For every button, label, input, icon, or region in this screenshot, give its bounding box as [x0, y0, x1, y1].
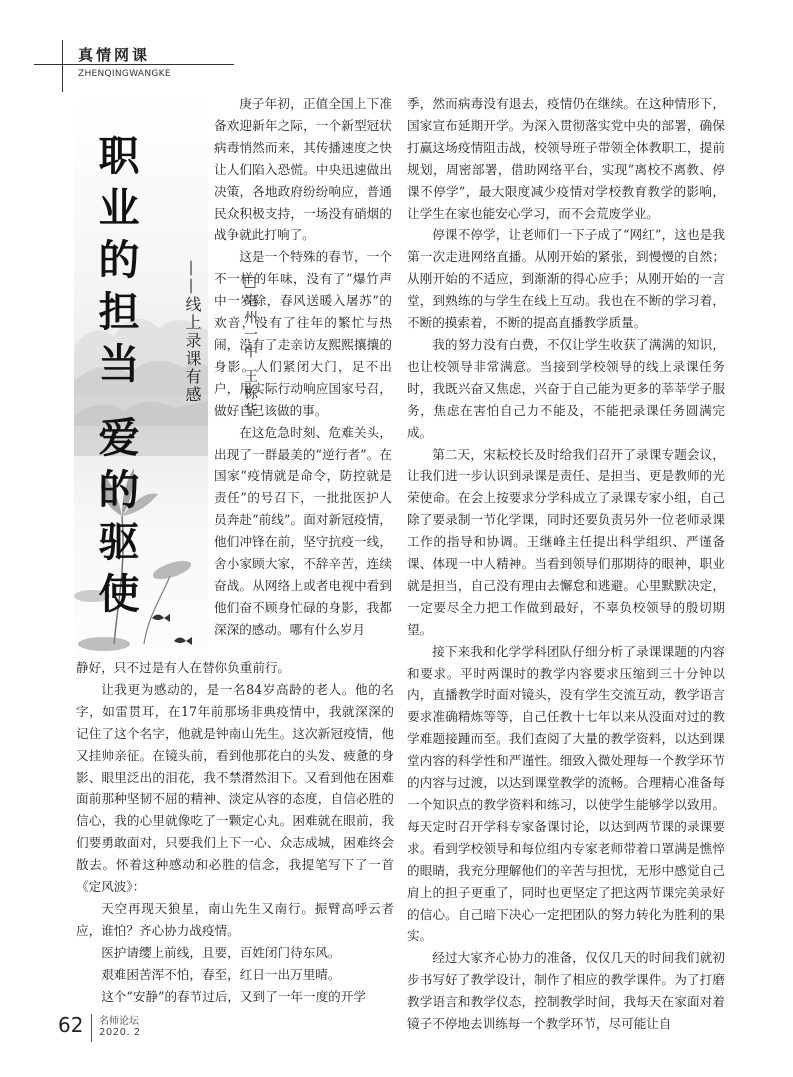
- paragraph: 让我更为感动的，是一名84岁高龄的老人。他的名字，如雷贯耳，在17年前那场非典疫情中，我就深深的记住了这个名字，他就是钟南山先生。这次新冠疫情，他又挂帅亲征。在镜头前，看到他那花白的头发、疲惫的身影、眼里泛出的泪花，我不禁潸然泪下。又看到他在困难面前那种坚韧不屈的精神、淡定从容的态度，自信必胜的信心，我的心里就像吃了一颗定心丸。困难就在眼前，我们要勇敢面对，只要我们上下一心、众志成城，困难终会散去。怀着这种感动和必胜的信念，我提笔写下了一首《定风波》：: [76, 681, 394, 895]
- paragraph: 在这危急时刻、危难关头，出现了一群最美的“逆行者”。在国家“疫情就是命令，防控就是责任”的号召下，一批批医护人员奔赴“前线”。面对新冠疫情，他们冲锋在前，坚守抗疫一线，舍小家顾大家，不辞辛苦，连续奋战。从网络上或者电视中看到他们奋不顾身忙碌的身影，我都深深的感动。哪有什么岁月: [214, 424, 392, 637]
- title-char: 爱: [98, 414, 140, 462]
- paragraph: 第二天，宋耘校长及时给我们召开了录课专题会议，让我们进一步认识到录课是责任、是担当、更是教师的光荣使命。在会上按要求分学科成立了录课专家小组，自己除了要录制一节化学课，同时还要负责另外一位老师录课工作的指导和协调。王继峰主任提出科学组织、严谨备课、体现一中人精神。当看到领导们那期待的眼神，职业就是担当，自己没有理由去懈怠和逃避。心里默默决定，一定要尽全力把工作做到最好，不辜负校领导的殷切期望。: [407, 446, 725, 637]
- title-char: 使: [98, 570, 140, 618]
- article-subtitle: ——线上录课有感: [183, 260, 202, 404]
- paragraph: 停课不停学，让老师们一下子成了“网红”，这也是我第一次走进网络直播。从刚开始的紧张，到慢慢的自然；从刚开始的不适应，到渐渐的得心应手；从刚开始的一言堂，到熟练的与学生在线上互动。我也在不断的学习着，不断的摸索着，不断的提高直播教学质量。: [407, 227, 725, 331]
- paragraph: 庚子年初，正值全国上下准备欢迎新年之际，一个新型冠状病毒悄然而来，其传播速度之快让人们陷入恐慌。中央迅速做出决策，各地政府纷纷响应，普通民众积极支持，一场没有硝烟的战争就此打响了。: [214, 96, 392, 243]
- section-subtitle: ZHENQINGWANGKE: [78, 69, 171, 79]
- poem-line: 艰难困苦浑不怕，春至，红日一出万里晴。: [101, 966, 341, 982]
- header-vertical-rule: [62, 40, 63, 92]
- paragraph: 静好，只不过是有人在替你负重前行。: [76, 660, 291, 675]
- paragraph: 这个“安静”的春节过后，又到了一年一度的开学: [101, 988, 366, 1004]
- poem-line: 天空再现天狼星，南山先生又南行。振臂高呼云者应，谁怕？齐心协力战疫情。: [76, 900, 394, 938]
- footer-divider: [91, 1014, 92, 1042]
- title-char: 的: [98, 236, 140, 284]
- paragraph: 经过大家齐心协力的准备，仅仅几天的时间我们就初步书写好了教学设计，制作了相应的教学课件。为了打磨教学语言和教学仪态，控制教学时间，我每天在家面对着镜子不停地去训练每一个教学环节，尽可能让自: [407, 950, 725, 1032]
- paragraph: 季，然而病毒没有退去，疫情仍在继续。在这种情形下，国家宣布延期开学。为深入贯彻落实党中央的部署，确保打赢这场疫情阻击战，校领导班子带领全体教职工，提前规划，周密部署，借助网络平台，实现“离校不离教、停课不停学”，最大限度减少疫情对学校教育教学的影响，让学生在家也能安心学习，而不会荒废学业。: [407, 96, 725, 221]
- title-char: 驱: [98, 518, 140, 566]
- poem-line: 医护请缨上前线，且要，百姓闭门待东风。: [101, 944, 341, 960]
- text-column-b: [76, 657, 394, 1008]
- title-char: 业: [98, 184, 140, 232]
- author-line: □亳州一中 王栋华: [242, 274, 258, 420]
- journal-name: 名师论坛: [99, 1016, 139, 1027]
- title-char: 当: [98, 340, 140, 388]
- title-char: 的: [98, 466, 140, 514]
- article-title: [94, 130, 144, 620]
- section-title: 真情网课: [78, 46, 151, 64]
- text-column-a: [214, 93, 392, 641]
- title-banner: [74, 96, 258, 661]
- paragraph: 这是一个特殊的春节，一个不一样的年味，没有了“爆竹声中一岁除，春风送暖入屠苏”的欢音，没有了往年的繁忙与热闹，没有了走亲访友熙熙攘攘的身影。人们紧闭大门，足不出户，用实际行动响应国家号召，做好自己该做的事。: [214, 249, 392, 418]
- text-column-c: [407, 93, 725, 1035]
- issue-date: 2020. 2: [99, 1027, 141, 1038]
- page-number: 62: [58, 1013, 84, 1037]
- title-char: 职: [98, 132, 140, 180]
- paragraph: 接下来我和化学学科团队仔细分析了录课课题的内容和要求。平时两课时的教学内容要求压缩到三十分钟以内，直播教学时面对镜头，没有学生交流互动，教学语言要求准确精炼等等，自己任教十七年以来从没面对过的教学难题接踵而至。我们查阅了大量的教学资料，以达到课堂内容的科学性和严谨性。细致入微处理每一个教学环节的内容与过渡，以达到课堂教学的流畅。合理精心准备每一个知识点的教学资料和练习，以使学生能够学以致用。每天定时召开学科专家备课讨论，以达到两节课的录课要求。看到学校领导和每位组内专家老师带着口罩满是憔悴的眼睛，我充分理解他们的辛苦与担忧，无形中感觉自己肩上的担子更重了，同时也更坚定了把这两节课完美录好的信心。自己暗下决心一定把团队的努力转化为胜利的果实。: [407, 643, 725, 944]
- title-char: 担: [98, 288, 140, 336]
- paragraph: 我的努力没有白费，不仅让学生收获了满满的知识，也让校领导非常满意。当接到学校领导的线上录课任务时，我既兴奋又焦虑，兴奋于自己能为更多的莘莘学子服务，焦虑在害怕自己力不能及，不能把录课任务圆满完成。: [407, 336, 725, 440]
